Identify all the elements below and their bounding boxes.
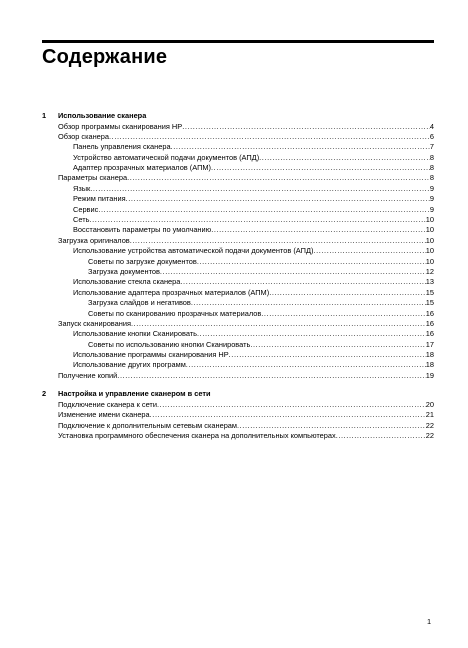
toc-entry[interactable] bbox=[42, 298, 434, 308]
toc-leader-dots bbox=[261, 309, 426, 319]
toc-entry-page: 13 bbox=[425, 277, 434, 287]
toc-entry[interactable] bbox=[42, 421, 434, 431]
toc-leader-dots bbox=[191, 298, 426, 308]
toc-leader-dots bbox=[127, 173, 430, 183]
toc-entry-title: Обзор программы сканирования HP bbox=[58, 121, 183, 131]
toc-entry[interactable] bbox=[42, 288, 434, 298]
toc-entry[interactable] bbox=[42, 431, 434, 441]
toc-entry-title: Использование адаптера прозрачных материалов (АПМ) bbox=[73, 287, 270, 297]
toc-leader-dots bbox=[336, 431, 426, 441]
toc-entry-page: 18 bbox=[425, 360, 434, 370]
toc-leader-dots bbox=[197, 329, 426, 339]
toc-entry-page: 10 bbox=[425, 235, 434, 245]
toc-entry-title: Панель управления сканера bbox=[73, 142, 171, 152]
toc-entry-page: 18 bbox=[425, 350, 434, 360]
toc-leader-dots bbox=[109, 132, 430, 142]
toc-entry-page: 8 bbox=[429, 173, 434, 183]
toc-entry-page: 20 bbox=[425, 399, 434, 409]
toc-entry[interactable] bbox=[42, 319, 434, 329]
toc-entry-title: Адаптер прозрачных материалов (АПМ) bbox=[73, 163, 212, 173]
toc-entry-page: 10 bbox=[425, 246, 434, 256]
toc-leader-dots bbox=[131, 319, 426, 329]
toc-leader-dots bbox=[186, 360, 426, 370]
toc-entry-page: 22 bbox=[425, 420, 434, 430]
toc-leader-dots bbox=[150, 410, 426, 420]
toc-entry-page: 9 bbox=[429, 204, 434, 214]
toc-entry-title: Устройство автоматической подачи документов (АПД) bbox=[73, 152, 260, 162]
toc-leader-dots bbox=[229, 350, 426, 360]
chapter-title: Настройка и управление сканером в сети bbox=[58, 389, 211, 399]
page-title: Содержание bbox=[42, 46, 168, 68]
toc-entry[interactable] bbox=[42, 236, 434, 246]
toc-entry-page: 9 bbox=[429, 183, 434, 193]
toc-entry[interactable] bbox=[42, 340, 434, 350]
toc-leader-dots bbox=[160, 267, 426, 277]
header-rule bbox=[42, 40, 434, 43]
toc-entry-page: 16 bbox=[425, 329, 434, 339]
toc-entry-title: Советы по сканированию прозрачных материалов bbox=[88, 308, 262, 318]
toc-entry[interactable] bbox=[42, 122, 434, 132]
page-number: 1 bbox=[427, 617, 432, 626]
toc-entry-title: Загрузка оригиналов bbox=[58, 235, 130, 245]
toc-entry-title: Загрузка слайдов и негативов bbox=[88, 298, 191, 308]
toc-entry-title: Обзор сканера bbox=[58, 131, 110, 141]
toc-entry[interactable] bbox=[42, 173, 434, 183]
toc-leader-dots bbox=[89, 215, 425, 225]
toc-leader-dots bbox=[130, 236, 426, 246]
toc-entry-title: Использование кнопки Сканировать bbox=[73, 329, 198, 339]
toc-entry-title: Восстановить параметры по умолчанию bbox=[73, 225, 212, 235]
toc-leader-dots bbox=[197, 257, 426, 267]
toc-entry-page: 17 bbox=[425, 339, 434, 349]
toc-leader-dots bbox=[259, 153, 430, 163]
toc-entry[interactable] bbox=[42, 142, 434, 152]
toc-entry[interactable] bbox=[42, 225, 434, 235]
toc-entry-title: Установка программного обеспечения сканера на дополнительных компьютерах bbox=[58, 430, 336, 440]
toc-entry[interactable] bbox=[42, 350, 434, 360]
toc-entry-title: Загрузка документов bbox=[88, 266, 160, 276]
toc-leader-dots bbox=[211, 225, 426, 235]
toc-entry-page: 16 bbox=[425, 318, 434, 328]
toc-entry-title: Использование других программ bbox=[73, 360, 186, 370]
toc-entry[interactable] bbox=[42, 309, 434, 319]
chapter-gap bbox=[42, 381, 434, 389]
toc-entry-page: 10 bbox=[425, 215, 434, 225]
toc-leader-dots bbox=[211, 163, 430, 173]
toc-entry-title: Сервис bbox=[73, 204, 99, 214]
toc-entry-page: 21 bbox=[425, 410, 434, 420]
chapter-number: 1 bbox=[42, 111, 47, 120]
toc-leader-dots bbox=[98, 205, 430, 215]
toc-entry-title: Сеть bbox=[73, 215, 90, 225]
toc-entry[interactable] bbox=[42, 257, 434, 267]
toc-entry[interactable] bbox=[42, 267, 434, 277]
toc-leader-dots bbox=[171, 142, 430, 152]
toc-entry-page: 19 bbox=[425, 370, 434, 380]
toc-entry-title: Режим питания bbox=[73, 194, 126, 204]
toc-leader-dots bbox=[313, 246, 425, 256]
toc-entry-page: 22 bbox=[425, 430, 434, 440]
toc-entry[interactable] bbox=[42, 371, 434, 381]
toc-entry-title: Параметры сканера bbox=[58, 173, 128, 183]
chapter-heading[interactable] bbox=[42, 111, 434, 122]
toc-entry[interactable] bbox=[42, 400, 434, 410]
toc-entry-page: 12 bbox=[425, 266, 434, 276]
toc-entry-page: 7 bbox=[429, 142, 434, 152]
toc-entry[interactable] bbox=[42, 163, 434, 173]
toc-entry-title: Подключение к дополнительным сетевым сканерам bbox=[58, 420, 237, 430]
toc-entry-title: Получение копий bbox=[58, 370, 118, 380]
toc-entry[interactable] bbox=[42, 410, 434, 420]
toc-entry[interactable] bbox=[42, 184, 434, 194]
toc-entry[interactable] bbox=[42, 153, 434, 163]
toc-entry-page: 4 bbox=[429, 121, 434, 131]
toc-leader-dots bbox=[126, 194, 430, 204]
toc-entry[interactable] bbox=[42, 205, 434, 215]
toc-entry-page: 9 bbox=[429, 194, 434, 204]
toc-entry-title: Язык bbox=[73, 183, 91, 193]
toc-entry-page: 10 bbox=[425, 256, 434, 266]
toc-entry-page: 6 bbox=[429, 131, 434, 141]
toc-leader-dots bbox=[269, 288, 426, 298]
toc-entry-title: Советы по загрузке документов bbox=[88, 256, 197, 266]
chapter-heading[interactable] bbox=[42, 389, 434, 400]
toc-entry-title: Использование стекла сканера bbox=[73, 277, 181, 287]
toc-leader-dots bbox=[182, 122, 430, 132]
toc-entry-page: 8 bbox=[429, 163, 434, 173]
table-of-contents bbox=[42, 111, 434, 441]
toc-entry-title: Изменение имени сканера bbox=[58, 410, 150, 420]
toc-entry-title: Советы по использованию кнопки Сканировать bbox=[88, 339, 251, 349]
toc-entry-page: 8 bbox=[429, 152, 434, 162]
toc-entry-page: 15 bbox=[425, 298, 434, 308]
toc-entry-title: Запуск сканирования bbox=[58, 318, 131, 328]
toc-entry-page: 15 bbox=[425, 287, 434, 297]
toc-entry-page: 16 bbox=[425, 308, 434, 318]
toc-leader-dots bbox=[157, 400, 426, 410]
toc-entry-title: Подключение сканера к сети bbox=[58, 399, 157, 409]
toc-entry[interactable] bbox=[42, 132, 434, 142]
toc-entry-page: 10 bbox=[425, 225, 434, 235]
toc-entry[interactable] bbox=[42, 329, 434, 339]
toc-entry-title: Использование устройства автоматической подачи документов (АПД) bbox=[73, 246, 314, 256]
toc-entry[interactable] bbox=[42, 246, 434, 256]
toc-entry-title: Использование программы сканирования HP bbox=[73, 350, 229, 360]
toc-leader-dots bbox=[237, 421, 426, 431]
toc-entry[interactable] bbox=[42, 277, 434, 287]
toc-entry[interactable] bbox=[42, 194, 434, 204]
toc-leader-dots bbox=[250, 340, 425, 350]
toc-leader-dots bbox=[117, 371, 425, 381]
toc-entry[interactable] bbox=[42, 215, 434, 225]
chapter-title: Использование сканера bbox=[58, 111, 147, 120]
toc-leader-dots bbox=[90, 184, 430, 194]
toc-entry[interactable] bbox=[42, 360, 434, 370]
chapter-number: 2 bbox=[42, 389, 47, 399]
toc-leader-dots bbox=[180, 277, 425, 287]
